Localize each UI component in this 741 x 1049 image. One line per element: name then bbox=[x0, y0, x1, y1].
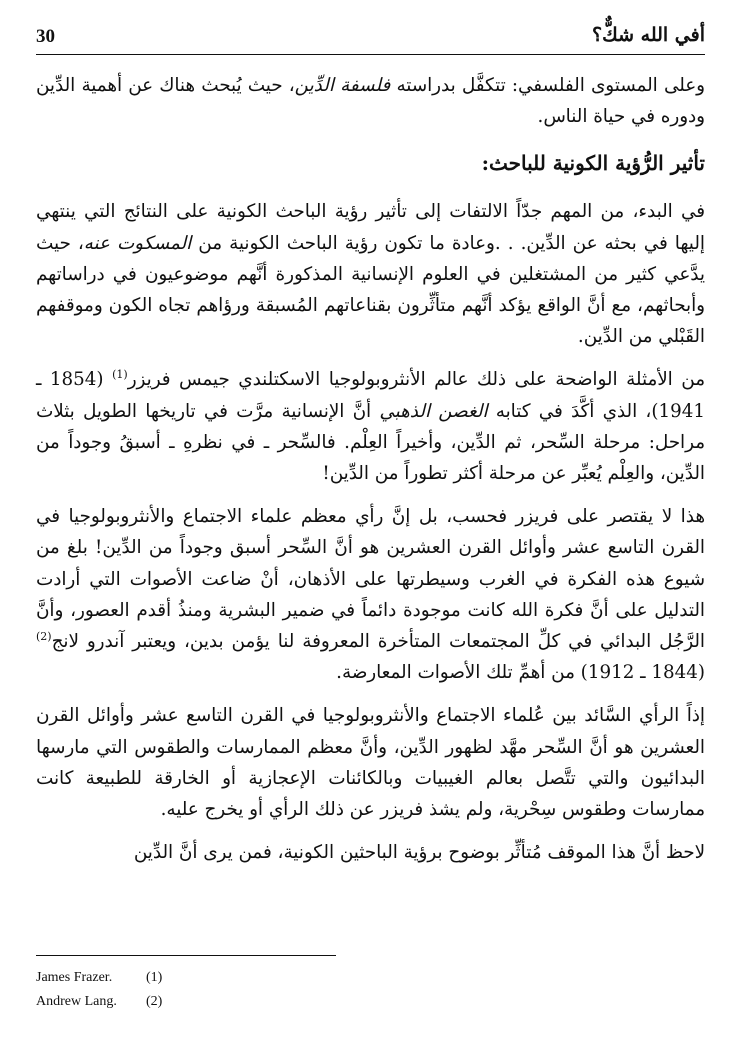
paragraph-3 bbox=[36, 364, 705, 489]
paragraph-3-book-title: الغصن الذهبي bbox=[379, 400, 488, 422]
footnote-1 bbox=[36, 966, 436, 990]
paragraph-1-italic-term: فلسفة الدِّين bbox=[294, 75, 391, 96]
paragraph-4-text-start: هذا لا يقتصر على فريزر فحسب، بل إنَّ رأي معظم علماء الاجتماع والأنثروبولوجيا في القرن التاسع عشر وأوائل القرن العشرين هو أنَّ السِّحر أسبق وجوداً من الدِّين! بلغ من شيوع هذه الفكرة في الغرب وسيطرتها على الأذهان، أنْ ضاعت الأصوات التي أرادت التدليل على أنَّ فكرة الله كانت موجودة دائماً في ضمير البشرية ومنذُ أقدم العصور، وأنَّ الرَّجُل البدائي في كلِّ المجتمعات المتأخرة المعروفة لنا يؤمن بدين، ويعتبر آندرو لانج bbox=[36, 506, 705, 653]
paragraph-2-italic-term: المسكوت عنه bbox=[83, 232, 192, 254]
footnote-1-number: (1) bbox=[146, 970, 163, 985]
footnotes bbox=[36, 966, 436, 1014]
paragraph-2-text-start: في البدء، من المهم جدّاً الالتفات إلى تأثير رؤية الباحث الكونية على النتائج التي ينتهي إليها في بحثه عن الدِّين. . .وعادة ما تكون رؤية الباحث الكونية من bbox=[36, 201, 705, 254]
paragraph-6: لاحظ أنَّ هذا الموقف مُتأثِّر بوضوح برؤية الباحثين الكونية، فمن يرى أنَّ الدِّين bbox=[133, 842, 705, 864]
paragraph-2-text-end: ، حيث يدَّعي كثير من المشتغلين في العلوم الإنسانية المذكورة أنَّهم موضوعيون في دراساتهم وأبحاثهم، مع أنَّ الواقع يؤكد أنَّهم متأثِّرون بقناعاتهم المُسبقة ورؤاهم تجاه الكون وموقفهم القَبْلي من الدِّين. bbox=[36, 232, 705, 348]
footnote-2-name: Andrew Lang. bbox=[36, 994, 117, 1009]
paragraph-1-text-end: ، حيث يُبحث هناك عن أهمية الدِّين ودوره في حياة الناس. bbox=[36, 75, 705, 128]
paragraph-5: إذاً الرأي السَّائد بين عُلماء الاجتماع والأنثروبولوجيا في القرن التاسع عشر وأوائل القرن العشرين هو أنَّ السِّحر مهَّد لظهور الدِّين، وأنَّ معظم الممارسات والطقوس التي مارسها البدائيون والتي تتَّصل بعالم الغيبيات وبالكائنات الإعجازية أو الخارقة للطبيعة كانت ممارسات وطقوس سِحْرية، ولم يشذ فريزر عن ذلك الرأي أو يخرج عليه. bbox=[36, 705, 705, 821]
paragraph-3-text-middle: (1854 ـ 1941)، الذي أكَّدَ في كتابه bbox=[36, 369, 705, 422]
paragraph-1-text-start: وعلى المستوى الفلسفي: تتكفَّل بدراسته bbox=[390, 75, 705, 96]
footnote-divider bbox=[36, 955, 336, 956]
page-body bbox=[36, 70, 705, 868]
section-heading: تأثير الرُّؤية الكونية للباحث: bbox=[481, 151, 705, 176]
footnote-1-name: James Frazer. bbox=[36, 970, 113, 985]
paragraph-4 bbox=[36, 501, 705, 688]
footnote-2 bbox=[36, 990, 436, 1014]
paragraph-2 bbox=[36, 196, 705, 352]
paragraph-3-text-end: أنَّ الإنسانية مرَّت في تاريخها الطويل بثلاث مراحل: مرحلة السِّحر، ثم الدِّين، وأخيراً العِلْم. فالسِّحر ـ في نظرهِ ـ أسبقُ وجوداً من الدِّين، والعِلْم يُعبِّر عن مرحلة أكثر تطوراً من الدِّين! bbox=[36, 400, 705, 485]
page-number: 30 bbox=[36, 26, 55, 47]
paragraph-4-text-end: (1844 ـ 1912) من أهمِّ تلك الأصوات المعارضة. bbox=[336, 662, 705, 684]
paragraph-1 bbox=[36, 70, 705, 132]
running-head-title: أفي الله شكٌّ؟ bbox=[592, 24, 705, 46]
footnote-ref-1[interactable]: (1) bbox=[112, 368, 128, 382]
footnote-ref-2[interactable]: (2) bbox=[36, 629, 52, 643]
footnote-2-number: (2) bbox=[146, 994, 163, 1009]
page-header bbox=[36, 24, 705, 55]
paragraph-3-text-start: من الأمثلة الواضحة على ذلك عالم الأنثروبولوجيا الاسكتلندي جيمس فريزر bbox=[127, 369, 705, 391]
